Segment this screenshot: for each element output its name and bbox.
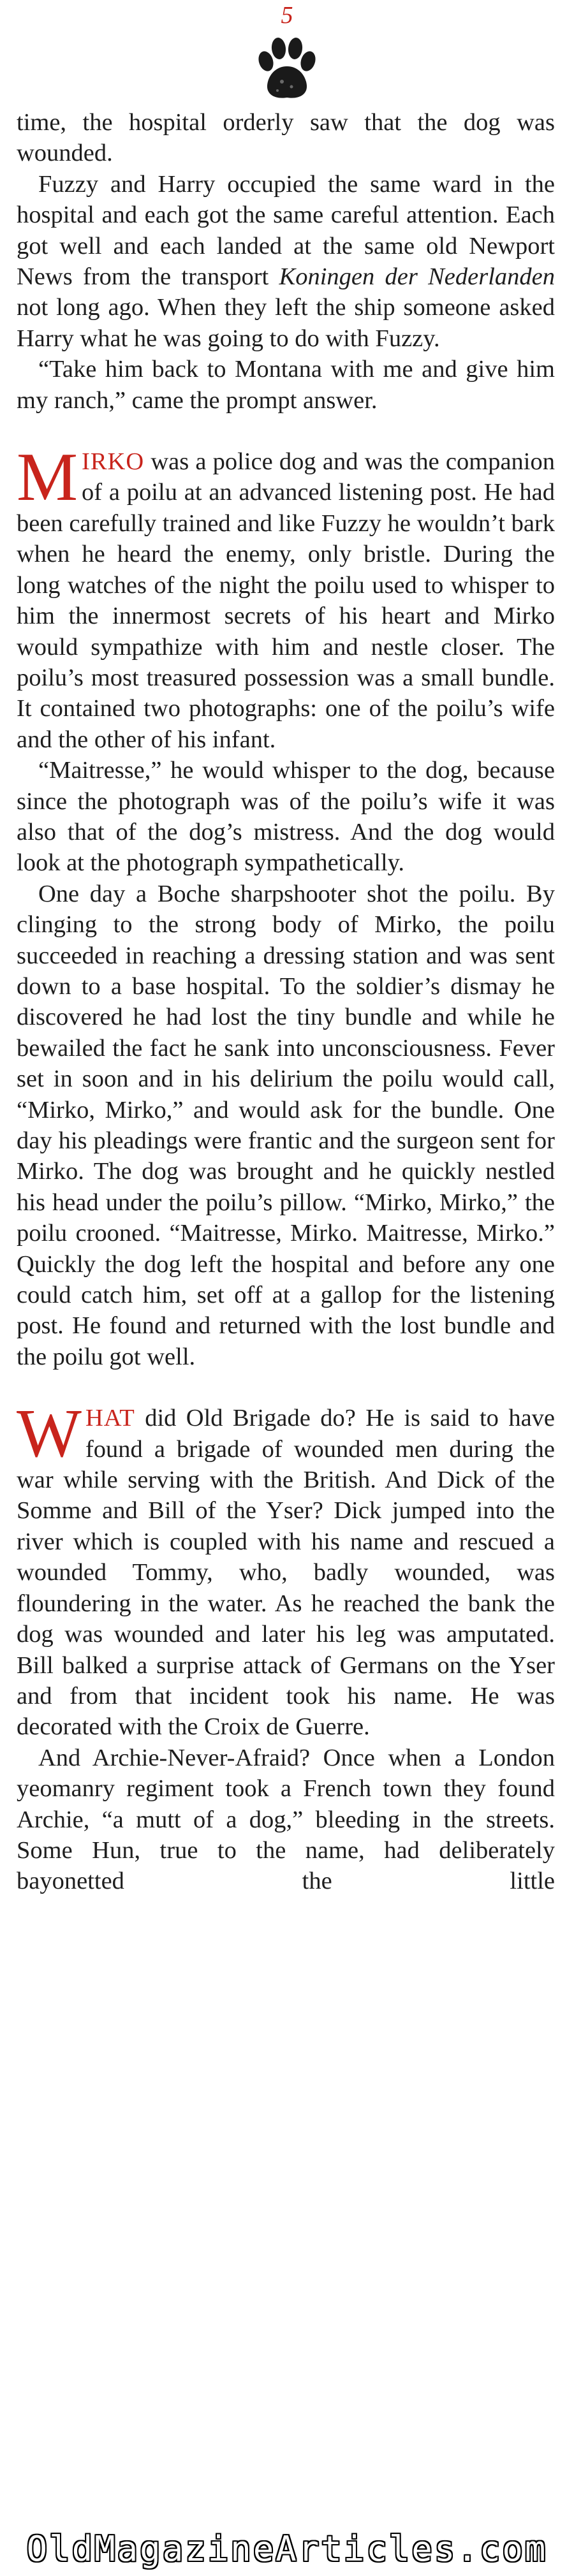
lead-word: HAT — [85, 1405, 135, 1432]
paragraph-text: was a police dog and was the companion of a poilu at an advanced listening post. He had been carefully trained and like Fuzzy he wouldn’t bark when he heard the enemy, only bristle. During the long watches of the night the poilu used to whisper to him the innermost secrets of his heart and Mirko would sympathize with him and nestle closer. The poilu’s most treasured possession was a small bundle. It contained two photographs: one of the poilu’s wife and the other of his infant. — [17, 448, 555, 753]
paragraph: And Archie-Never-Afraid? Once when a London yeomanry regiment took a French town they found Archie, “a mutt of a dog,” bleeding in the streets. Some Hun, true to the name, had deliberately bayonetted the little — [17, 1744, 555, 1895]
paw-print-icon — [252, 36, 322, 103]
ship-name: Koningen der Nederlanden — [279, 263, 555, 291]
paragraph-text: not long ago. When they left the ship someone asked Harry what he was going to do with Fuzzy. — [17, 294, 555, 352]
paragraph — [17, 169, 555, 354]
paragraph-mirko — [17, 439, 555, 755]
paragraph-text: did Old Brigade do? He is said to have found a brigade of wounded men during the war while serving with the British. And Dick of the Somme and Bill of the Yser? Dick jumped into the river which is coupled with his name and rescued a wounded Tommy, who, badly wounded, was floundering in the water. As he reached the bank the dog was wounded and later his leg was amputated. Bill balked a surprise attack of Germans on the Yser and from that incident took his name. He was decorated with the Croix de Guerre. — [17, 1405, 555, 1741]
article-body — [17, 107, 555, 1897]
paragraph: One day a Boche sharpshooter shot the poilu. By clinging to the strong body of Mirko, the poilu succeeded in reaching a dressing station and was sent down to a base hospital. To the soldier’s dismay he discovered he had lost the tiny bundle and while he bewailed the fact he sank into unconsciousness. Fever set in soon and in his delirium the poilu would call, “Mirko, Mirko,” and would ask for the bundle. One day his pleadings were frantic and the surgeon sent for Mirko. The dog was brought and he quickly nestled his head under the poilu’s pillow. “Mirko, Mirko,” the poilu crooned. “Maitresse, Mirko. Maitresse, Mirko.” Quickly the dog left the hospital and before any one could catch him, set off at a gallop for the listening post. He found and returned with the lost bundle and the poilu got well. — [17, 880, 555, 1370]
paragraph-text: Fuzzy and Harry occupied the same ward in the hospital and each got the same careful attention. Each got well and each landed at the same old Newport News from the transport — [17, 170, 555, 291]
paragraph: time, the hospital orderly saw that the dog was wounded. — [17, 109, 555, 167]
footer-watermark: OldMagazineArticles.com — [26, 2529, 548, 2569]
drop-cap: M — [17, 439, 78, 516]
paragraph: “Take him back to Montana with me and give him my ranch,” came the prompt answer. — [17, 356, 555, 414]
page-number: 5 — [281, 2, 293, 29]
lead-word: IRKO — [82, 448, 145, 476]
paragraph: “Maitresse,” he would whisper to the dog, because since the photograph was of the poilu’s wife it was also that of the dog’s mistress. And the dog would look at the photograph sympathetically. — [17, 757, 555, 877]
paragraph-what — [17, 1396, 555, 1742]
drop-cap: W — [17, 1396, 82, 1472]
